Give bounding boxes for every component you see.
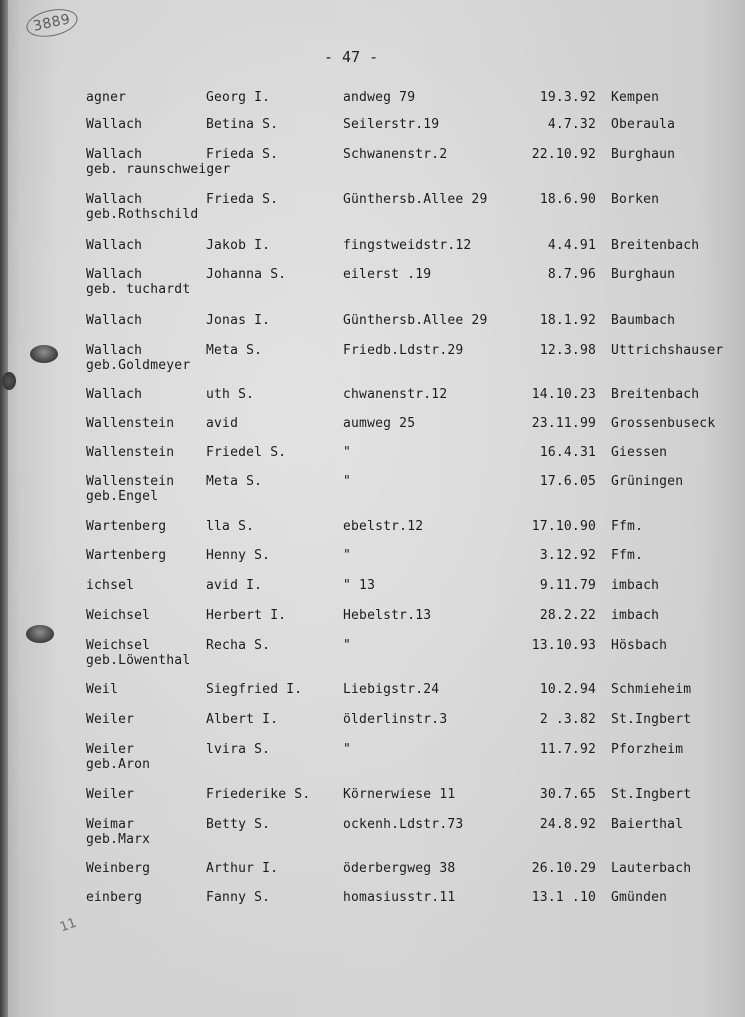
- last-name: Wallach: [86, 343, 143, 358]
- record-row: [0, 192, 745, 226]
- birth-date: 12.3.98: [539, 343, 596, 358]
- birth-place: Hösbach: [611, 638, 668, 653]
- street-address: Hebelstr.13: [343, 608, 432, 623]
- last-name: Weiler: [86, 742, 135, 757]
- birth-place: Gmünden: [611, 890, 668, 905]
- birth-date: 16.4.31: [539, 445, 596, 460]
- birth-place: imbach: [611, 608, 660, 623]
- first-name: Fanny S.: [206, 890, 271, 905]
- last-name: Wallenstein: [86, 445, 175, 460]
- first-name: Recha S.: [206, 638, 271, 653]
- birth-date: 17.6.05: [539, 474, 596, 489]
- last-name: Wallach: [86, 238, 143, 253]
- birth-date: 2 .3.82: [539, 712, 596, 727]
- street-address: Liebigstr.24: [343, 682, 440, 697]
- birth-date: 4.7.32: [547, 117, 596, 132]
- birth-place: Baierthal: [611, 817, 684, 832]
- record-row: [0, 548, 745, 582]
- last-name: Wartenberg: [86, 519, 167, 534]
- birth-place: Borken: [611, 192, 660, 207]
- street-address: aumweg 25: [343, 416, 416, 431]
- street-address: andweg 79: [343, 90, 416, 105]
- street-address: homasiusstr.11: [343, 890, 456, 905]
- record-row: [0, 787, 745, 821]
- birth-place: Burghaun: [611, 147, 676, 162]
- birth-date: 19.3.92: [539, 90, 596, 105]
- birth-place: Breitenbach: [611, 238, 700, 253]
- maiden-name: geb.Marx: [86, 832, 151, 847]
- street-address: ebelstr.12: [343, 519, 424, 534]
- first-name: lvira S.: [206, 742, 271, 757]
- first-name: Johanna S.: [206, 267, 287, 282]
- birth-place: imbach: [611, 578, 660, 593]
- last-name: Weimar: [86, 817, 135, 832]
- birth-date: 28.2.22: [539, 608, 596, 623]
- birth-date: 13.10.93: [531, 638, 596, 653]
- street-address: öderbergweg 38: [343, 861, 456, 876]
- record-row: [0, 147, 745, 181]
- last-name: Wallach: [86, 387, 143, 402]
- first-name: Jonas I.: [206, 313, 271, 328]
- last-name: agner: [86, 90, 127, 105]
- maiden-name: geb. raunschweiger: [86, 162, 231, 177]
- margin-note: 11: [57, 915, 79, 936]
- first-name: avid I.: [206, 578, 263, 593]
- street-address: Günthersb.Allee 29: [343, 313, 488, 328]
- first-name: Frieda S.: [206, 192, 279, 207]
- birth-place: Ffm.: [611, 519, 644, 534]
- birth-date: 11.7.92: [539, 742, 596, 757]
- last-name: Weichsel: [86, 638, 151, 653]
- birth-place: Burghaun: [611, 267, 676, 282]
- birth-place: Ffm.: [611, 548, 644, 563]
- birth-place: Oberaula: [611, 117, 676, 132]
- maiden-name: geb.Goldmeyer: [86, 358, 191, 373]
- birth-place: St.Ingbert: [611, 712, 692, 727]
- birth-date: 3.12.92: [539, 548, 596, 563]
- street-address: Günthersb.Allee 29: [343, 192, 488, 207]
- street-address: Seilerstr.19: [343, 117, 440, 132]
- maiden-name: geb.Löwenthal: [86, 653, 191, 668]
- birth-place: Baumbach: [611, 313, 676, 328]
- birth-date: 23.11.99: [531, 416, 596, 431]
- birth-date: 24.8.92: [539, 817, 596, 832]
- first-name: Betty S.: [206, 817, 271, 832]
- last-name: einberg: [86, 890, 143, 905]
- birth-date: 4.4.91: [547, 238, 596, 253]
- street-address: ": [343, 548, 352, 563]
- last-name: Wallach: [86, 267, 143, 282]
- first-name: lla S.: [206, 519, 255, 534]
- record-row: [0, 117, 745, 151]
- birth-date: 10.2.94: [539, 682, 596, 697]
- first-name: Henny S.: [206, 548, 271, 563]
- last-name: Wallenstein: [86, 416, 175, 431]
- record-row: [0, 343, 745, 377]
- record-row: [0, 712, 745, 746]
- record-row: [0, 608, 745, 642]
- first-name: Friederike S.: [206, 787, 311, 802]
- last-name: Wallach: [86, 147, 143, 162]
- first-name: Betina S.: [206, 117, 279, 132]
- record-row: [0, 474, 745, 508]
- page-number: - 47 -: [324, 48, 379, 66]
- last-name: Weil: [86, 682, 119, 697]
- birth-place: St.Ingbert: [611, 787, 692, 802]
- street-address: ": [343, 445, 352, 460]
- street-address: fingstweidstr.12: [343, 238, 472, 253]
- first-name: Siegfried I.: [206, 682, 303, 697]
- birth-date: 13.1 .10: [531, 890, 596, 905]
- birth-place: Uttrichshauser: [611, 343, 724, 358]
- maiden-name: geb. tuchardt: [86, 282, 191, 297]
- birth-date: 30.7.65: [539, 787, 596, 802]
- archive-number: 3889: [24, 5, 80, 41]
- street-address: Friedb.Ldstr.29: [343, 343, 464, 358]
- last-name: ichsel: [86, 578, 135, 593]
- first-name: Albert I.: [206, 712, 279, 727]
- first-name: Meta S.: [206, 474, 263, 489]
- record-row: [0, 313, 745, 347]
- birth-place: Schmieheim: [611, 682, 692, 697]
- birth-date: 8.7.96: [547, 267, 596, 282]
- birth-place: Grossenbuseck: [611, 416, 716, 431]
- last-name: Wallach: [86, 117, 143, 132]
- birth-place: Lauterbach: [611, 861, 692, 876]
- street-address: eilerst .19: [343, 267, 432, 282]
- last-name: Weinberg: [86, 861, 151, 876]
- last-name: Wartenberg: [86, 548, 167, 563]
- street-address: Schwanenstr.2: [343, 147, 448, 162]
- first-name: Friedel S.: [206, 445, 287, 460]
- record-row: [0, 890, 745, 924]
- last-name: Weiler: [86, 712, 135, 727]
- street-address: ": [343, 638, 352, 653]
- street-address: Körnerwiese 11: [343, 787, 456, 802]
- last-name: Weiler: [86, 787, 135, 802]
- street-address: " 13: [343, 578, 376, 593]
- record-row: [0, 742, 745, 776]
- street-address: ölderlinstr.3: [343, 712, 448, 727]
- street-address: chwanenstr.12: [343, 387, 448, 402]
- birth-date: 17.10.90: [531, 519, 596, 534]
- maiden-name: geb.Engel: [86, 489, 159, 504]
- birth-place: Pforzheim: [611, 742, 684, 757]
- first-name: Meta S.: [206, 343, 263, 358]
- first-name: avid: [206, 416, 239, 431]
- first-name: Frieda S.: [206, 147, 279, 162]
- street-address: ": [343, 742, 352, 757]
- last-name: Wallenstein: [86, 474, 175, 489]
- birth-date: 9.11.79: [539, 578, 596, 593]
- first-name: Georg I.: [206, 90, 271, 105]
- last-name: Wallach: [86, 192, 143, 207]
- birth-date: 26.10.29: [531, 861, 596, 876]
- first-name: Jakob I.: [206, 238, 271, 253]
- first-name: Arthur I.: [206, 861, 279, 876]
- birth-date: 18.6.90: [539, 192, 596, 207]
- maiden-name: geb.Aron: [86, 757, 151, 772]
- street-address: ockenh.Ldstr.73: [343, 817, 464, 832]
- birth-place: Giessen: [611, 445, 668, 460]
- birth-date: 22.10.92: [531, 147, 596, 162]
- birth-place: Grüningen: [611, 474, 684, 489]
- maiden-name: geb.Rothschild: [86, 207, 199, 222]
- first-name: Herbert I.: [206, 608, 287, 623]
- last-name: Weichsel: [86, 608, 151, 623]
- birth-date: 18.1.92: [539, 313, 596, 328]
- birth-place: Kempen: [611, 90, 660, 105]
- record-row: [0, 817, 745, 851]
- record-row: [0, 578, 745, 612]
- birth-place: Breitenbach: [611, 387, 700, 402]
- first-name: uth S.: [206, 387, 255, 402]
- record-row: [0, 638, 745, 672]
- record-row: [0, 267, 745, 301]
- street-address: ": [343, 474, 352, 489]
- birth-date: 14.10.23: [531, 387, 596, 402]
- last-name: Wallach: [86, 313, 143, 328]
- record-row: [0, 682, 745, 716]
